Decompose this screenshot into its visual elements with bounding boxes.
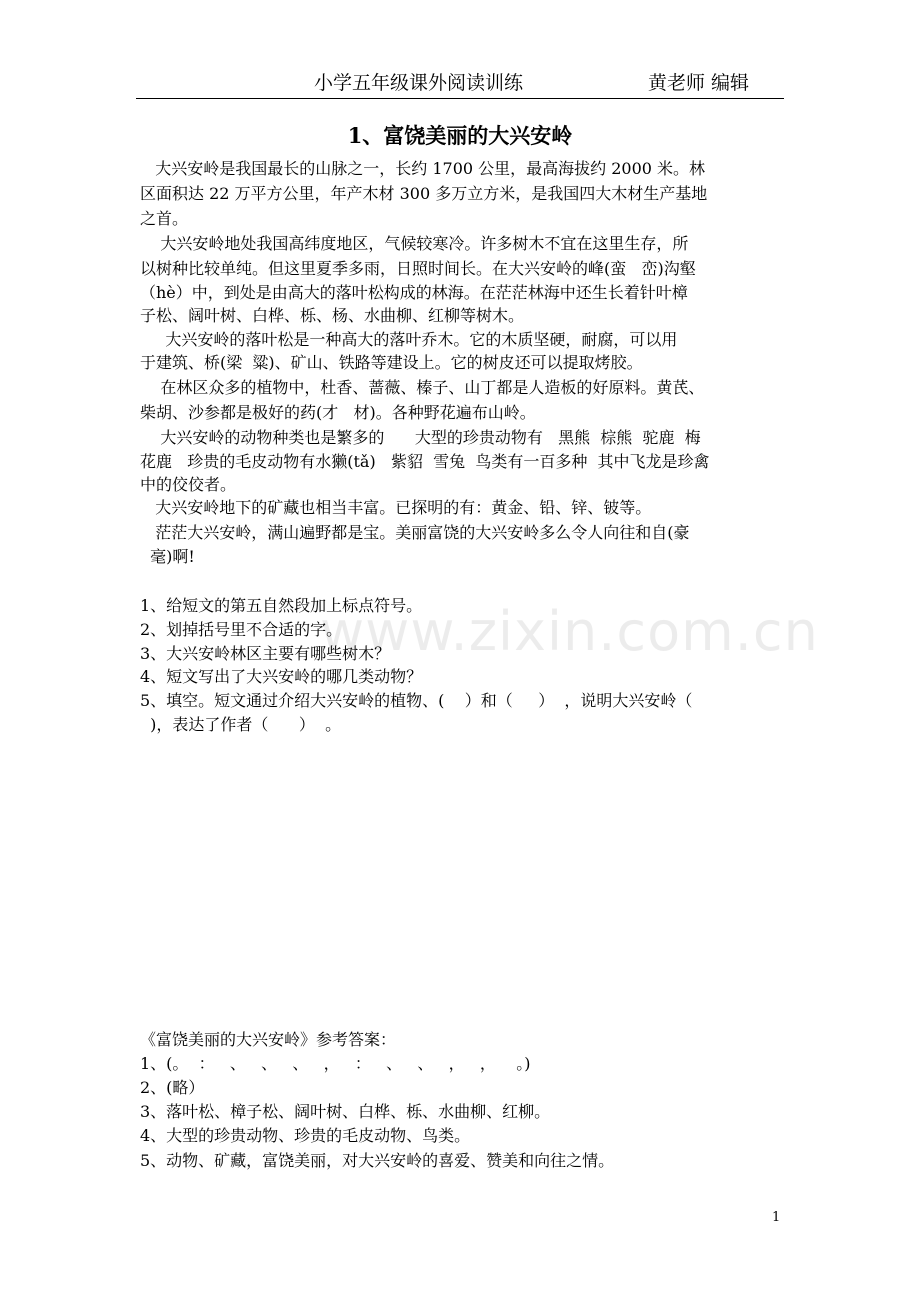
answer-item: 1、(。 ： 、 、 、 ， ： 、 、 ， ， 。) [140, 1054, 531, 1073]
passage-line: 大兴安岭是我国最长的山脉之一，长约 1700 公里，最高海拔约 2000 米。林 [140, 159, 706, 178]
passage-line: 大兴安岭地下的矿藏也相当丰富。已探明的有：黄金、铅、锌、铍等。 [140, 498, 652, 517]
answer-item: 2、(略） [140, 1078, 205, 1097]
answer-item: 5、动物、矿藏，富饶美丽，对大兴安岭的喜爱、赞美和向往之情。 [140, 1151, 615, 1170]
article-title: 1、富饶美丽的大兴安岭 [347, 123, 573, 148]
passage-line: 区面积达 22 万平方公里，年产木材 300 多万立方米，是我国四大木材生产基地 [140, 184, 708, 203]
question-item: 1、给短文的第五自然段加上标点符号。 [140, 596, 423, 615]
passage-line: （hè）中，到处是由高大的落叶松构成的林海。在茫茫林海中还生长着针叶樟 [140, 283, 688, 302]
passage-line: 大兴安岭地处我国高纬度地区，气候较寒冷。许多树木不宜在这里生存，所 [140, 234, 689, 253]
passage-line: 中的佼佼者。 [140, 475, 237, 494]
header-title: 小学五年级课外阅读训练 [314, 72, 524, 94]
passage-line: 大兴安岭的落叶松是一种高大的落叶乔木。它的木质坚硬，耐腐，可以用 [140, 330, 678, 349]
passage-line: 在林区众多的植物中，杜香、蔷薇、榛子、山丁都是人造板的好原料。黄芪、 [140, 378, 705, 397]
page-number: 1 [772, 1210, 781, 1225]
passage-line: 大兴安岭的动物种类也是繁多的 大型的珍贵动物有 黑熊 棕熊 驼鹿 梅 [140, 428, 701, 447]
answer-item: 4、大型的珍贵动物、珍贵的毛皮动物、鸟类。 [140, 1126, 471, 1145]
watermark: www.zixin.com.cn [320, 600, 819, 663]
question-item: 4、短文写出了大兴安岭的哪几类动物？ [140, 667, 423, 686]
passage-line: 柴胡、沙参都是极好的药(才 材)。各种野花遍布山岭。 [140, 403, 536, 422]
passage-line: 之首。 [140, 209, 189, 228]
passage-line: 于建筑、桥(梁 粱)、矿山、铁路等建设上。它的树皮还可以提取烤胶。 [140, 353, 643, 372]
answer-key-heading: 《富饶美丽的大兴安岭》参考答案： [140, 1030, 397, 1049]
page-header [136, 66, 784, 99]
passage-line: 以树种比较单纯。但这里夏季多雨，日照时间长。在大兴安岭的峰(蛮 峦)沟壑 [140, 259, 696, 278]
header-author: 黄老师 编辑 [648, 72, 750, 94]
question-item: )，表达了作者（ ） 。 [140, 715, 342, 734]
passage-line: 子松、阔叶树、白桦、栎、杨、水曲柳、红柳等树木。 [140, 306, 525, 325]
question-item: 5、填空。短文通过介绍大兴安岭的植物、( ）和（ ） ，说明大兴安岭（ [140, 691, 693, 710]
passage-line: 茫茫大兴安岭，满山遍野都是宝。美丽富饶的大兴安岭多么令人向往和自(豪 [140, 523, 690, 542]
question-item: 2、划掉括号里不合适的字。 [140, 620, 343, 639]
passage-line: 毫)啊! [140, 547, 195, 566]
passage-line: 花鹿 珍贵的毛皮动物有水獭(tǎ) 紫貂 雪兔 鸟类有一百多种 其中飞龙是珍禽 [140, 452, 710, 471]
answer-item: 3、落叶松、樟子松、阔叶树、白桦、栎、水曲柳、红柳。 [140, 1102, 551, 1121]
question-item: 3、大兴安岭林区主要有哪些树木？ [140, 644, 391, 663]
